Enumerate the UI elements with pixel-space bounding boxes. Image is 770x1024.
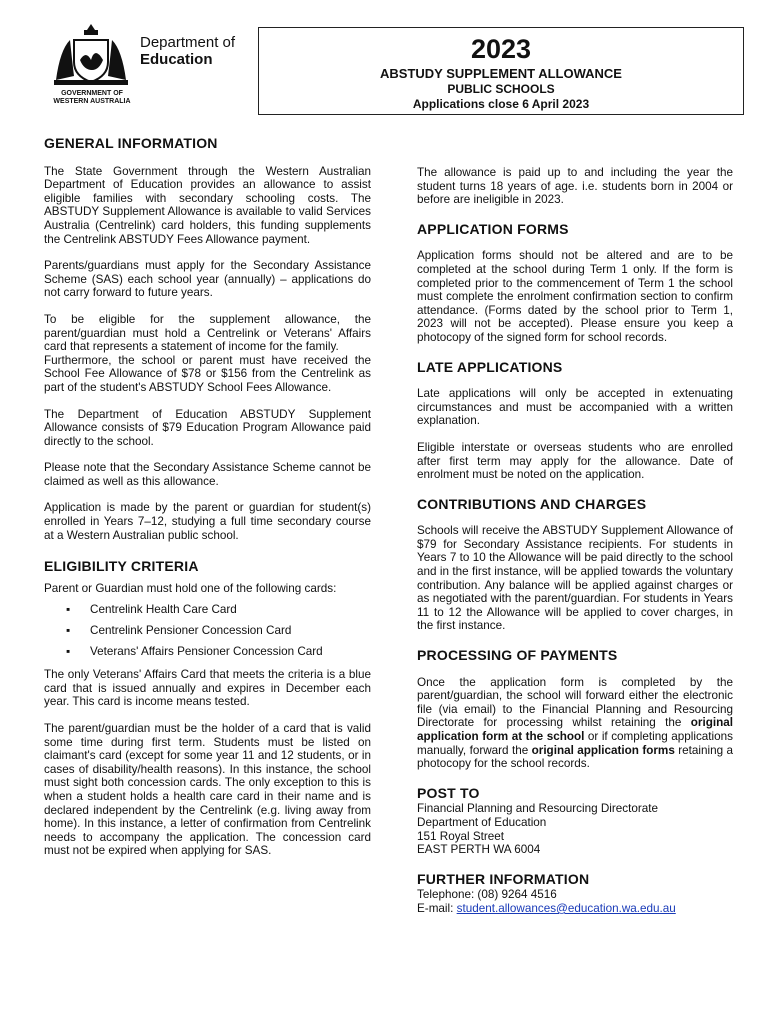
- telephone: Telephone: (08) 9264 4516: [417, 888, 557, 902]
- contributions-paragraph: Schools will receive the ABSTUDY Supplement Allowance of $79 for Secondary Assistance recipients. For students in Years 7 to 10 the Allowance will be paid directly to the school and in the first instance, will be applied towards the voluntary contribution. Any balance will be applied against charges or as negotiated with the parent/guardian. For students in Years 11 to 12 the Allowance will be applied to cover charges, in the first instance.: [417, 524, 733, 633]
- postal-address: [417, 802, 733, 856]
- govt-line2: WESTERN AUSTRALIA: [53, 98, 131, 105]
- processing-bold-2: original application forms: [531, 743, 675, 757]
- dept-line2: Education: [140, 51, 213, 68]
- dept-line1: Department of: [140, 34, 236, 51]
- eligibility-intro: Parent or Guardian must hold one of the following cards:: [44, 581, 337, 595]
- govt-line1: GOVERNMENT OF: [61, 90, 123, 97]
- general-paragraph-4: The Department of Education ABSTUDY Supplement Allowance consists of $79 Education Program Allowance paid directly to the school.: [44, 407, 371, 448]
- general-paragraph-2: Parents/guardians must apply for the Secondary Assistance Scheme (SAS) each school year (annually) – applications do not carry forward to future years.: [44, 259, 371, 300]
- closing-date: Applications close 6 April 2023: [412, 97, 590, 111]
- application-forms-heading: APPLICATION FORMS: [417, 220, 569, 237]
- general-paragraph-1: The State Government through the Western Australian Department of Education provides an allowance to assist eligible families with secondary schooling costs. The ABSTUDY Supplement Allowance is available to valid Services Australia (Centrelink) card holders, this funding supplements the Centrelink ABSTUDY Fees Allowance payment.: [44, 164, 371, 246]
- general-paragraph-3a: To be eligible for the supplement allowance, the parent/guardian must hold a Centrelink or Veterans' Affairs card that represents a statement of income for the family.: [44, 312, 371, 354]
- government-label: [46, 90, 138, 106]
- processing-text-a: Once the application form is completed by the parent/guardian, the school will forward either the electronic file (via email) to the Financial Planning and Resourcing Directorate for processing whilst retaining the: [417, 675, 733, 730]
- eligibility-criteria-heading: ELIGIBILITY CRITERIA: [44, 558, 199, 575]
- general-paragraph-5: Please note that the Secondary Assistance Scheme cannot be claimed as well as this allowance.: [44, 461, 371, 488]
- further-information-heading: FURTHER INFORMATION: [417, 870, 590, 887]
- address-line: Department of Education: [417, 815, 547, 829]
- document-title: ABSTUDY SUPPLEMENT ALLOWANCE: [380, 66, 622, 81]
- contributions-heading: CONTRIBUTIONS AND CHARGES: [417, 495, 647, 512]
- card-list: [44, 603, 371, 658]
- right-column: [417, 166, 733, 916]
- card-name: Veterans' Affairs Pensioner Concession Card: [90, 644, 323, 658]
- email-label: E-mail:: [417, 901, 457, 915]
- document-subtitle: PUBLIC SCHOOLS: [447, 82, 555, 96]
- processing-bold-1: original application form at the school: [417, 716, 733, 743]
- post-to-heading: POST TO: [417, 784, 480, 801]
- late-applications-heading: LATE APPLICATIONS: [417, 358, 563, 375]
- address-line: 151 Royal Street: [417, 829, 505, 843]
- processing-heading: PROCESSING OF PAYMENTS: [417, 647, 618, 664]
- general-paragraph-3b: Furthermore, the school or parent must have received the School Fee Allowance of $78 or $156 from the Centrelink as part of the student's ABSTUDY School Fees Allowance.: [44, 353, 371, 394]
- processing-text-c: or if completing applications manually, forward the: [417, 730, 733, 757]
- late-paragraph-2: Eligible interstate or overseas students who are enrolled after first term may apply for the allowance. Date of enrolment must be noted on the application.: [417, 440, 733, 482]
- eligibility-paragraph-2: The only Veterans' Affairs Card that meets the criteria is a blue card that is issued annually and expires in December each year. This card is income means tested.: [44, 668, 371, 709]
- bullet-icon: ▪: [66, 644, 71, 658]
- processing-paragraph: [417, 676, 733, 771]
- page-header: [0, 0, 770, 125]
- forms-paragraph: Application forms should not be altered and are to be completed at the school during Term 1 only. If the form is completed prior to the commencement of Term 1 the school must complete the enrolment confirmation section to confirm attendance. (Forms dated by the school prior to Term 1, 2023 will not be accepted). Please ensure you keep a photocopy of the signed form for school records.: [417, 249, 733, 344]
- general-information-heading: GENERAL INFORMATION: [44, 135, 218, 151]
- list-item: [44, 603, 371, 617]
- coat-of-arms-logo: [48, 20, 134, 92]
- bullet-icon: ▪: [66, 624, 71, 638]
- late-paragraph-1: Late applications will only be accepted in extenuating circumstances and must be accompanied with a written explanation.: [417, 387, 733, 428]
- email-line: [417, 902, 733, 916]
- card-name: Centrelink Pensioner Concession Card: [90, 624, 292, 638]
- card-name: Centrelink Health Care Card: [90, 603, 237, 617]
- general-paragraph-6: Application is made by the parent or guardian for student(s) enrolled in Years 7–12, studying a full time secondary course at a Western Australian public school.: [44, 501, 371, 542]
- allowance-age-paragraph: The allowance is paid up to and including the year the student turns 18 years of age. i.e. students born in 2004 or before are ineligible in 2023.: [417, 166, 733, 207]
- eligibility-paragraph-3: The parent/guardian must be the holder of a card that is valid some time during first term. Students must be listed on claimant's card (except for some year 11 and 12 students, or in cases of disability/health reasons). In this instance, the school must sight both concession cards. The only exception to this is when a student holds a health care card in their name and is declared independent by the Centrelink (e.g. living away from home). In this instance, a letter of confirmation from Centrelink needs to accompany the application. The concession card must not be expired when applying for SAS.: [44, 722, 371, 858]
- address-line: EAST PERTH WA 6004: [417, 843, 541, 857]
- department-name: [140, 34, 235, 68]
- left-column: [44, 137, 371, 871]
- bullet-icon: ▪: [66, 603, 71, 617]
- email-link[interactable]: student.allowances@education.wa.edu.au: [456, 901, 676, 915]
- title-box: [258, 27, 744, 115]
- processing-text-e: retaining a photocopy for the school records.: [417, 743, 733, 771]
- list-item: [44, 645, 371, 659]
- address-line: Financial Planning and Resourcing Directorate: [417, 802, 659, 816]
- list-item: [44, 624, 371, 638]
- year-title: 2023: [470, 34, 532, 64]
